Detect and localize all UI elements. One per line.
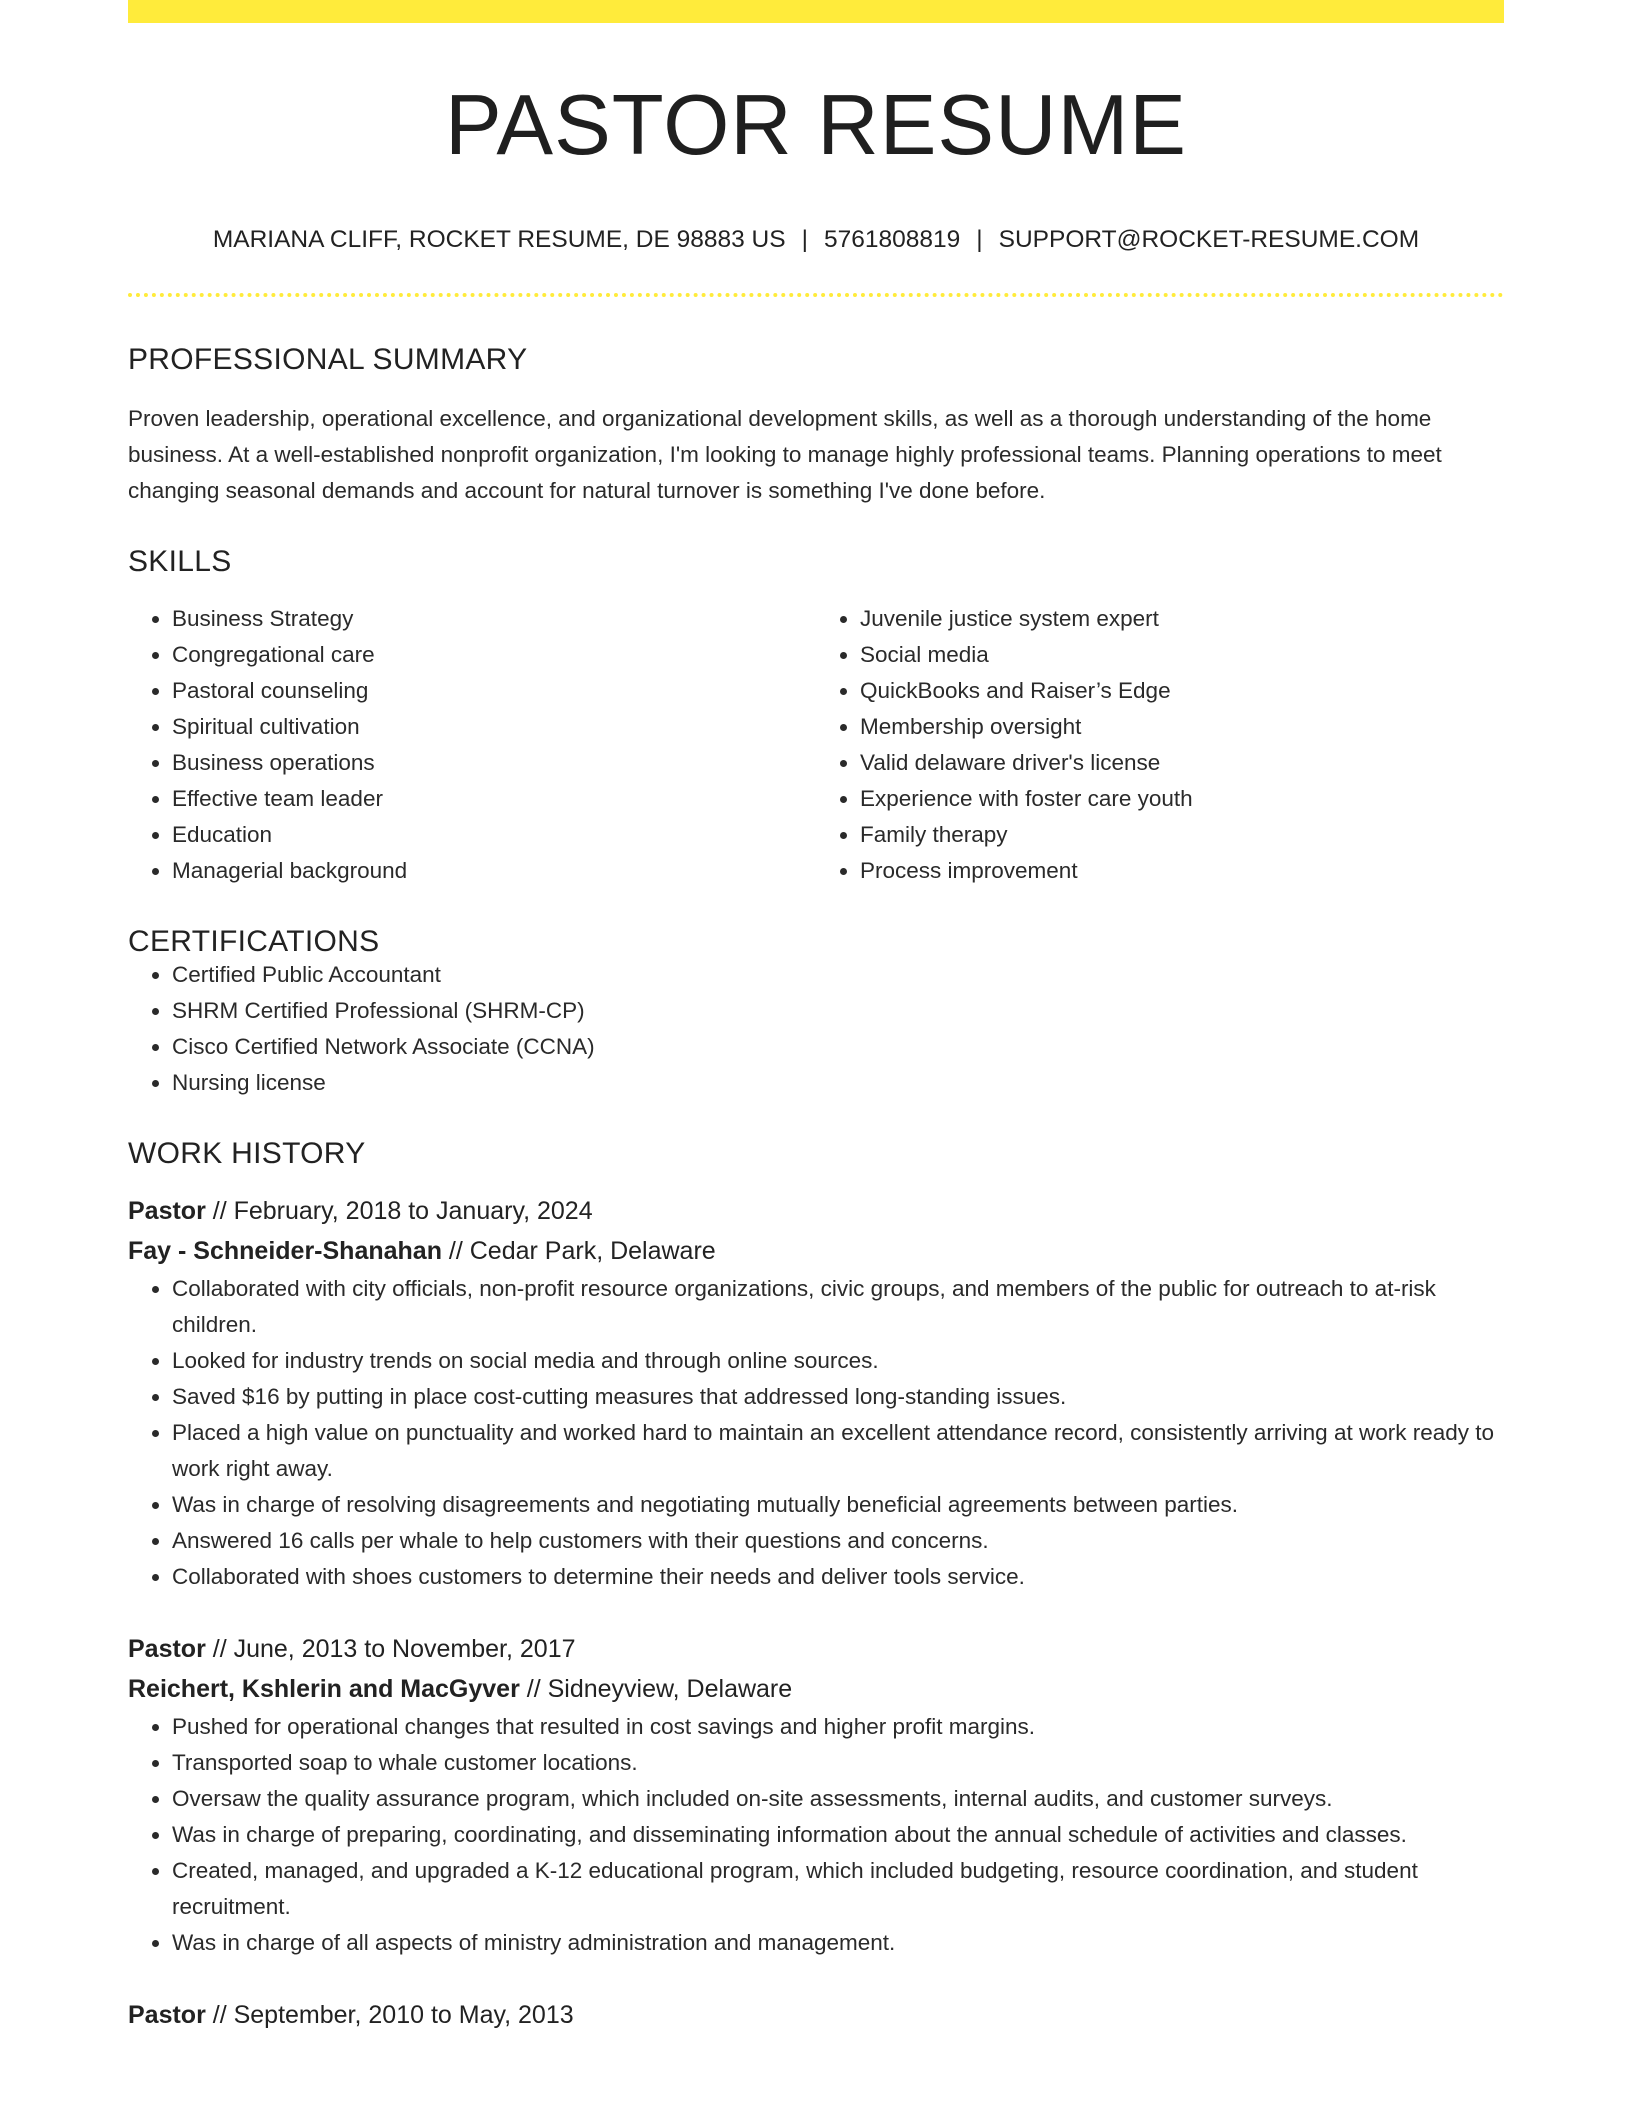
skill-item: • Experience with foster care youth [860, 781, 1504, 817]
job-company-line [128, 1669, 1504, 1709]
job-duty-item: • Transported soap to whale customer locations. [172, 1745, 1504, 1781]
certification-item: • SHRM Certified Professional (SHRM-CP) [172, 993, 1504, 1029]
skill-item: • Education [172, 817, 816, 853]
job-dates: // June, 2013 to November, 2017 [205, 1634, 576, 1663]
skills-list [128, 601, 1504, 889]
certification-item: • Cisco Certified Network Associate (CCNA) [172, 1029, 1504, 1065]
job-role-line [128, 1191, 1504, 1231]
job-duties-list [128, 1271, 1504, 1595]
job-duty-item: • Was in charge of resolving disagreements and negotiating mutually beneficial agreements between parties. [172, 1487, 1504, 1523]
job-duty-item: • Oversaw the quality assurance program, which included on-site assessments, internal audits, and customer surveys. [172, 1781, 1504, 1817]
job-duty-item: • Answered 16 calls per whale to help customers with their questions and concerns. [172, 1523, 1504, 1559]
work-history-heading: WORK HISTORY [128, 1136, 366, 1170]
resume-page [128, 0, 1504, 2035]
job-duties-list [128, 1709, 1504, 1961]
skill-item: • Process improvement [860, 853, 1504, 889]
job-entry [128, 1629, 1504, 1961]
job-duty-item: • Created, managed, and upgraded a K-12 educational program, which included budgeting, resource coordination, and student recruitment. [172, 1853, 1504, 1925]
top-accent-bar [128, 0, 1504, 23]
job-duty-item: • Saved $16 by putting in place cost-cutting measures that addressed long-standing issues. [172, 1379, 1504, 1415]
skill-item: • Family therapy [860, 817, 1504, 853]
skill-item: • QuickBooks and Raiser’s Edge [860, 673, 1504, 709]
skill-item: • Social media [860, 637, 1504, 673]
summary-text: Proven leadership, operational excellence, and organizational development skills, as well as a thorough understanding of the home business. At a well-established nonprofit organization, I'm looking to manage highly professional teams. Planning operations to meet changing seasonal demands and account for natural turnover is something I've done before. [128, 405, 1442, 503]
skill-item: • Pastoral counseling [172, 673, 816, 709]
job-dates: // September, 2010 to May, 2013 [205, 2000, 574, 2029]
contact-email: SUPPORT@ROCKET-RESUME.COM [998, 226, 1420, 253]
certifications-heading: CERTIFICATIONS [128, 924, 380, 958]
page-title: PASTOR RESUME [445, 78, 1187, 173]
contact-phone: 5761808819 [823, 226, 961, 253]
work-history-list [128, 1191, 1504, 2035]
job-duty-item: • Collaborated with city officials, non-profit resource organizations, civic groups, and members of the public for outreach to at-risk children. [172, 1271, 1504, 1343]
job-duty-item: • Looked for industry trends on social media and through online sources. [172, 1343, 1504, 1379]
job-role: Pastor [128, 1196, 206, 1225]
job-role-line [128, 1629, 1504, 1669]
job-entry [128, 1191, 1504, 1595]
skill-item: • Juvenile justice system expert [860, 601, 1504, 637]
certification-item: • Certified Public Accountant [172, 957, 1504, 993]
skill-item: • Business Strategy [172, 601, 816, 637]
skills-column-right [816, 601, 1504, 889]
job-role-line [128, 1995, 1504, 2035]
skill-item: • Spiritual cultivation [172, 709, 816, 745]
job-location: // Cedar Park, Delaware [441, 1236, 716, 1265]
skill-item: • Business operations [172, 745, 816, 781]
dotted-divider [128, 293, 1504, 297]
skill-item: • Effective team leader [172, 781, 816, 817]
skills-column-left [128, 601, 816, 889]
contact-separator: | [976, 226, 983, 253]
job-role: Pastor [128, 2000, 206, 2029]
skill-item: • Valid delaware driver's license [860, 745, 1504, 781]
summary-heading: PROFESSIONAL SUMMARY [128, 342, 528, 376]
job-duty-item: • Collaborated with shoes customers to determine their needs and deliver tools service. [172, 1559, 1504, 1595]
job-duty-item: • Pushed for operational changes that resulted in cost savings and higher profit margins. [172, 1709, 1504, 1745]
job-company-line [128, 1231, 1504, 1271]
skill-item: • Membership oversight [860, 709, 1504, 745]
contact-address: MARIANA CLIFF, ROCKET RESUME, DE 98883 US [212, 226, 786, 253]
job-entry [128, 1995, 1504, 2035]
certifications-list [128, 957, 1504, 1101]
certification-item: • Nursing license [172, 1065, 1504, 1101]
skill-item: • Managerial background [172, 853, 816, 889]
job-company: Fay - Schneider-Shanahan [128, 1236, 442, 1265]
job-duty-item: • Was in charge of preparing, coordinating, and disseminating information about the annual schedule of activities and classes. [172, 1817, 1504, 1853]
job-dates: // February, 2018 to January, 2024 [205, 1196, 593, 1225]
job-location: // Sidneyview, Delaware [519, 1674, 793, 1703]
job-company: Reichert, Kshlerin and MacGyver [128, 1674, 520, 1703]
contact-separator: | [801, 226, 808, 253]
job-role: Pastor [128, 1634, 206, 1663]
job-duty-item: • Was in charge of all aspects of ministry administration and management. [172, 1925, 1504, 1961]
skill-item: • Congregational care [172, 637, 816, 673]
contact-line [128, 228, 1504, 253]
skills-heading: SKILLS [128, 544, 232, 578]
job-duty-item: • Placed a high value on punctuality and worked hard to maintain an excellent attendance record, consistently arriving at work ready to work right away. [172, 1415, 1504, 1487]
